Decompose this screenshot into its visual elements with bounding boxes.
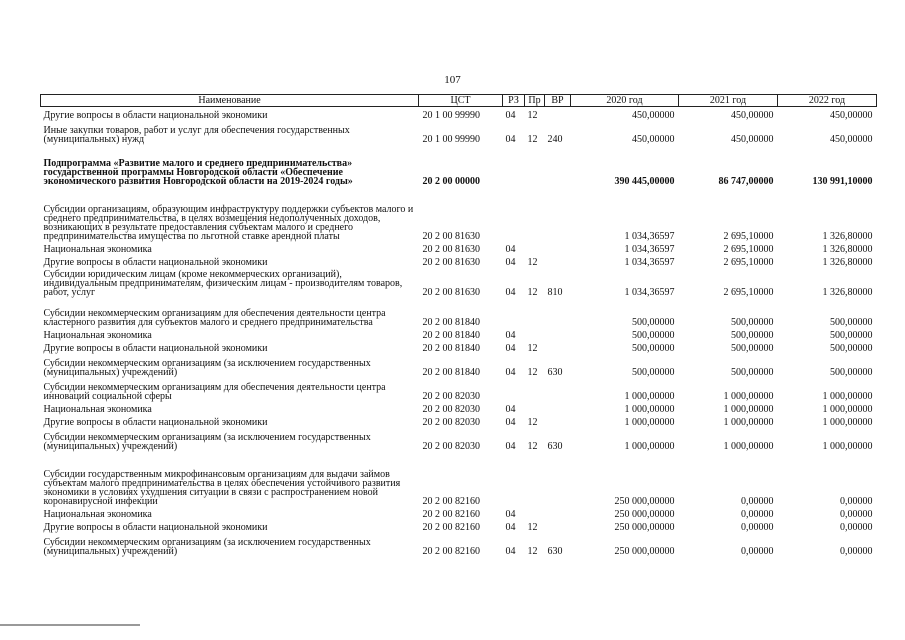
cell-2020: 250 000,00000 [614, 508, 675, 520]
cell-vr: 630 [547, 366, 563, 378]
cell-2022: 500,00000 [830, 329, 873, 341]
table-row [41, 107, 877, 120]
table-row [41, 120, 877, 144]
cell-2022: 1 000,00000 [822, 403, 873, 415]
cell-pr [525, 451, 545, 506]
cell-rz: 04 [505, 521, 516, 533]
table-row [41, 297, 877, 327]
cell-2021: 2 695,10000 [723, 256, 774, 268]
cell-2020: 1 034,36597 [624, 256, 675, 268]
cell-vr [545, 506, 571, 519]
cell-2022: 0,00000 [840, 521, 873, 533]
header-name: Наименование [41, 95, 419, 107]
cell-vr: 240 [547, 133, 563, 145]
table-row [41, 241, 877, 254]
cell-cst: 20 2 00 82160 [422, 521, 480, 533]
cell-rz: 04 [505, 416, 516, 428]
cell-2021: 0,00000 [741, 521, 774, 533]
cell-vr [545, 414, 571, 427]
table-header-row [41, 95, 877, 107]
cell-name: Национальная экономика [43, 403, 152, 415]
cell-name: Субсидии некоммерческим организациям для обеспечения деятельности центра инноваций социальной сферы [43, 381, 386, 402]
cell-pr [525, 186, 545, 241]
cell-name: Субсидии некоммерческим организациям (за исключением государственных (муниципальных) учреждений) [43, 431, 371, 452]
table-row [41, 519, 877, 532]
cell-2021: 500,00000 [731, 366, 774, 378]
cell-name: Субсидии юридическим лицам (кроме некоммерческих организаций), индивидуальным предпринимателям, физическим лицам - производителям товаров, работ, услуг [43, 268, 403, 298]
header-pr: Пр [525, 95, 545, 107]
cell-2021: 1 000,00000 [723, 440, 774, 452]
cell-pr: 12 [527, 286, 538, 298]
cell-pr: 12 [527, 521, 538, 533]
table-row [41, 340, 877, 353]
cell-name: Национальная экономика [43, 508, 152, 520]
cell-rz: 04 [505, 256, 516, 268]
table-body [41, 107, 877, 556]
cell-cst: 20 2 00 81630 [422, 256, 480, 268]
cell-cst: 20 2 00 82030 [422, 440, 480, 452]
cell-2021: 500,00000 [731, 316, 774, 328]
table-row [41, 254, 877, 267]
cell-cst: 20 1 00 99990 [422, 109, 480, 121]
cell-rz [503, 451, 525, 506]
header-2021: 2021 год [679, 95, 778, 107]
cell-pr [525, 377, 545, 401]
cell-cst: 20 2 00 82030 [422, 416, 480, 428]
table-row [41, 144, 877, 186]
table-row [41, 267, 877, 297]
cell-2021: 0,00000 [741, 545, 774, 557]
cell-pr: 12 [527, 440, 538, 452]
cell-pr [525, 401, 545, 414]
cell-name: Иные закупки товаров, работ и услуг для обеспечения государственных (муниципальных) нужд [43, 124, 350, 145]
cell-2022: 1 000,00000 [822, 440, 873, 452]
cell-2022: 1 000,00000 [822, 416, 873, 428]
cell-pr: 12 [527, 109, 538, 121]
table-row [41, 186, 877, 241]
page-number: 107 [444, 74, 461, 86]
cell-name: Субсидии организациям, образующим инфраструктуру поддержки субъектов малого и среднего предпринимательства, в целях возмещения недополученных доходов, возникающих в результате предоставления субъектам малого и среднего предпринимательства имущества по льготной ставке арендной платы [43, 203, 414, 242]
cell-cst: 20 2 00 81840 [422, 342, 480, 354]
cell-rz: 04 [505, 545, 516, 557]
cell-rz: 04 [505, 286, 516, 298]
cell-cst: 20 2 00 00000 [422, 175, 480, 187]
cell-2020: 500,00000 [632, 366, 675, 378]
cell-rz: 04 [505, 109, 516, 121]
cell-pr: 12 [527, 416, 538, 428]
cell-2020: 390 445,00000 [614, 175, 675, 187]
cell-2020: 1 000,00000 [624, 416, 675, 428]
table-row [41, 377, 877, 401]
cell-2022: 500,00000 [830, 316, 873, 328]
table-row [41, 327, 877, 340]
cell-rz: 04 [505, 133, 516, 145]
cell-cst: 20 2 00 82030 [422, 390, 480, 402]
cell-name: Другие вопросы в области национальной экономики [43, 342, 268, 354]
cell-2021: 500,00000 [731, 342, 774, 354]
cell-2022: 500,00000 [830, 366, 873, 378]
header-2020: 2020 год [571, 95, 679, 107]
cell-2020: 1 000,00000 [624, 403, 675, 415]
cell-name: Другие вопросы в области национальной экономики [43, 256, 268, 268]
cell-rz: 04 [505, 329, 516, 341]
cell-2022: 130 991,10000 [812, 175, 873, 187]
cell-2020: 1 034,36597 [624, 230, 675, 242]
cell-2022: 1 326,80000 [822, 286, 873, 298]
cell-2022: 0,00000 [840, 545, 873, 557]
cell-vr [545, 254, 571, 267]
cell-2021: 1 000,00000 [723, 390, 774, 402]
cell-2020: 500,00000 [632, 329, 675, 341]
header-vr: ВР [545, 95, 571, 107]
cell-vr [545, 451, 571, 506]
cell-2022: 450,00000 [830, 133, 873, 145]
cell-cst: 20 2 00 82030 [422, 403, 480, 415]
cell-rz: 04 [505, 403, 516, 415]
table-row [41, 401, 877, 414]
cell-vr [545, 401, 571, 414]
cell-vr [545, 107, 571, 120]
cell-2020: 250 000,00000 [614, 545, 675, 557]
cell-vr [545, 241, 571, 254]
cell-vr [545, 186, 571, 241]
cell-2020: 500,00000 [632, 316, 675, 328]
cell-2021: 450,00000 [731, 133, 774, 145]
cell-2022: 1 326,80000 [822, 243, 873, 255]
cell-name: Подпрограмма «Развитие малого и среднего предпринимательства» государственной программы Новгородской области «Обеспечение экономического развития Новгородской области на 2019-2024 годы» [43, 157, 353, 187]
cell-2020: 450,00000 [632, 133, 675, 145]
cell-2021: 2 695,10000 [723, 230, 774, 242]
cell-rz: 04 [505, 508, 516, 520]
cell-pr: 12 [527, 545, 538, 557]
cell-vr [545, 144, 571, 186]
table-row [41, 414, 877, 427]
cell-pr [525, 327, 545, 340]
cell-2022: 450,00000 [830, 109, 873, 121]
cell-cst: 20 2 00 81630 [422, 243, 480, 255]
cell-2022: 0,00000 [840, 495, 873, 507]
cell-vr [545, 377, 571, 401]
cell-cst: 20 2 00 81630 [422, 286, 480, 298]
cell-pr [525, 506, 545, 519]
cell-vr [545, 297, 571, 327]
footer-divider [0, 624, 140, 626]
cell-2020: 450,00000 [632, 109, 675, 121]
cell-pr: 12 [527, 366, 538, 378]
cell-pr [525, 297, 545, 327]
cell-name: Другие вопросы в области национальной экономики [43, 109, 268, 121]
cell-pr: 12 [527, 256, 538, 268]
header-2022: 2022 год [778, 95, 877, 107]
cell-name: Другие вопросы в области национальной экономики [43, 521, 268, 533]
cell-2021: 86 747,00000 [718, 175, 774, 187]
cell-2020: 500,00000 [632, 342, 675, 354]
cell-vr: 630 [547, 440, 563, 452]
cell-2021: 2 695,10000 [723, 243, 774, 255]
cell-cst: 20 2 00 81840 [422, 316, 480, 328]
cell-2020: 1 034,36597 [624, 286, 675, 298]
cell-cst: 20 2 00 82160 [422, 508, 480, 520]
cell-2022: 0,00000 [840, 508, 873, 520]
table-row [41, 451, 877, 506]
cell-2021: 2 695,10000 [723, 286, 774, 298]
cell-2021: 1 000,00000 [723, 416, 774, 428]
cell-2022: 1 326,80000 [822, 230, 873, 242]
cell-rz [503, 186, 525, 241]
cell-rz: 04 [505, 243, 516, 255]
cell-name: Национальная экономика [43, 329, 152, 341]
table-row [41, 532, 877, 556]
cell-cst: 20 2 00 81840 [422, 366, 480, 378]
cell-pr: 12 [527, 342, 538, 354]
cell-2021: 450,00000 [731, 109, 774, 121]
cell-2020: 250 000,00000 [614, 495, 675, 507]
cell-cst: 20 2 00 81630 [422, 230, 480, 242]
table-row [41, 506, 877, 519]
cell-2022: 1 326,80000 [822, 256, 873, 268]
cell-rz [503, 377, 525, 401]
cell-2020: 250 000,00000 [614, 521, 675, 533]
cell-rz: 04 [505, 366, 516, 378]
cell-2022: 500,00000 [830, 342, 873, 354]
cell-pr [525, 144, 545, 186]
cell-2022: 1 000,00000 [822, 390, 873, 402]
cell-name: Субсидии некоммерческим организациям для обеспечения деятельности центра кластерного развития для субъектов малого и среднего предпринимательства [43, 307, 386, 328]
cell-rz [503, 144, 525, 186]
cell-rz: 04 [505, 440, 516, 452]
cell-2021: 0,00000 [741, 508, 774, 520]
cell-name: Субсидии государственным микрофинансовым организациям для выдачи займов субъектам малого предпринимательства в целях обеспечения устойчивого развития экономики в условиях ухудшения ситуации в связи с распространением новой коронавирусной инфекции [43, 468, 401, 507]
cell-cst: 20 2 00 82160 [422, 545, 480, 557]
cell-2020: 1 000,00000 [624, 440, 675, 452]
cell-rz [503, 297, 525, 327]
cell-pr: 12 [527, 133, 538, 145]
cell-name: Национальная экономика [43, 243, 152, 255]
header-cst: ЦСТ [419, 95, 503, 107]
cell-2021: 1 000,00000 [723, 403, 774, 415]
cell-vr [545, 327, 571, 340]
cell-2021: 500,00000 [731, 329, 774, 341]
cell-2020: 1 000,00000 [624, 390, 675, 402]
cell-cst: 20 1 00 99990 [422, 133, 480, 145]
budget-table [40, 94, 877, 556]
cell-name: Субсидии некоммерческим организациям (за исключением государственных (муниципальных) учреждений) [43, 536, 371, 557]
cell-cst: 20 2 00 82160 [422, 495, 480, 507]
cell-cst: 20 2 00 81840 [422, 329, 480, 341]
cell-rz: 04 [505, 342, 516, 354]
cell-vr [545, 519, 571, 532]
table-row [41, 353, 877, 377]
cell-2020: 1 034,36597 [624, 243, 675, 255]
cell-vr [545, 340, 571, 353]
cell-2021: 0,00000 [741, 495, 774, 507]
cell-name: Субсидии некоммерческим организациям (за исключением государственных (муниципальных) учреждений) [43, 357, 371, 378]
cell-pr [525, 241, 545, 254]
table-row [41, 427, 877, 451]
header-rz: РЗ [503, 95, 525, 107]
cell-vr: 810 [547, 286, 563, 298]
cell-name: Другие вопросы в области национальной экономики [43, 416, 268, 428]
cell-vr: 630 [547, 545, 563, 557]
